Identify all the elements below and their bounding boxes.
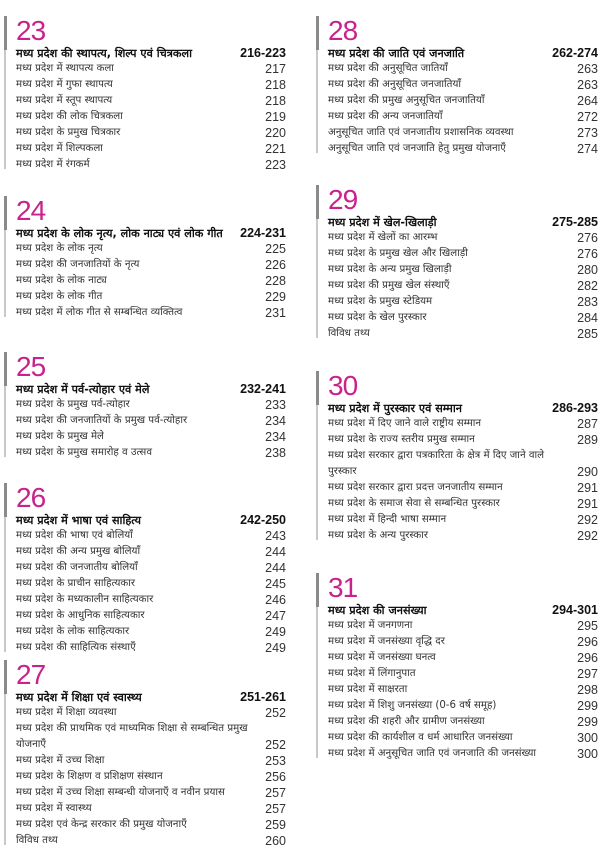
chapter-number: 27 — [16, 659, 46, 690]
toc-entry-title: मध्य प्रदेश में शिक्षा व्यवस्था — [16, 707, 117, 718]
toc-entry-title: विविध तथ्य — [16, 835, 58, 846]
chapter-number: 28 — [328, 15, 358, 46]
chapter-heading[interactable] — [16, 513, 286, 528]
chapter-page-range: 251-261 — [240, 690, 286, 704]
toc-entry[interactable] — [328, 77, 598, 93]
toc-entry[interactable] — [16, 576, 286, 592]
toc-entry[interactable] — [16, 109, 286, 125]
toc-entry-page: 287 — [577, 417, 598, 431]
chapter-number: 24 — [16, 195, 46, 226]
toc-entry-title: मध्य प्रदेश में जनगणना — [328, 620, 413, 631]
toc-entry-title: मध्य प्रदेश के प्रमुख समारोह व उत्सव — [16, 447, 152, 458]
toc-entry-page: 238 — [265, 446, 286, 460]
chapter-page-range: 224-231 — [240, 226, 286, 240]
section-divider-bar — [4, 196, 6, 317]
toc-entry-title: मध्य प्रदेश में लोक गीत से सम्बन्धित व्यक्तित्व — [16, 307, 183, 318]
toc-entry-page: 220 — [265, 126, 286, 140]
toc-entry-page: 264 — [577, 94, 598, 108]
toc-entry-page: 221 — [265, 142, 286, 156]
toc-entry[interactable] — [16, 721, 286, 753]
toc-entry-title: मध्य प्रदेश में दिए जाने वाले राष्ट्रीय सम्मान — [328, 418, 482, 429]
toc-entry[interactable] — [328, 432, 598, 448]
toc-entry[interactable] — [16, 817, 286, 833]
toc-entry-title: मध्य प्रदेश के लोक नाट्य — [16, 275, 107, 286]
toc-entry-page: 218 — [265, 94, 286, 108]
toc-entry-title: अनुसूचित जाति एवं जनजाति हेतु प्रमुख योजनाएँ — [328, 143, 506, 154]
toc-entry-page: 257 — [265, 802, 286, 816]
toc-entry-title: मध्य प्रदेश के समाज सेवा से सम्बन्धित पुरस्कार — [328, 498, 500, 509]
toc-entry[interactable] — [16, 157, 286, 173]
toc-entry[interactable] — [328, 496, 598, 512]
toc-entry-page: 249 — [265, 641, 286, 655]
toc-entry[interactable] — [16, 560, 286, 576]
toc-entry-title: मध्य प्रदेश के प्रमुख स्टेडियम — [328, 296, 433, 307]
toc-entry-title: मध्य प्रदेश के प्रमुख पर्व-त्योहार — [16, 399, 130, 410]
toc-entry-page: 256 — [265, 770, 286, 784]
chapter-heading[interactable] — [328, 215, 598, 230]
toc-entry-title: मध्य प्रदेश की प्रमुख अनुसूचित जनजातियाँ — [328, 95, 485, 106]
chapter-title: मध्य प्रदेश की जाति एवं जनजाति — [328, 47, 465, 60]
toc-entry-title: मध्य प्रदेश के शिक्षण व प्रशिक्षण संस्थान — [16, 771, 163, 782]
toc-entry-page: 283 — [577, 295, 598, 309]
toc-entry-title: मध्य प्रदेश में स्वास्थ्य — [16, 803, 92, 814]
toc-entry[interactable] — [328, 730, 598, 746]
chapter-heading[interactable] — [16, 226, 286, 241]
toc-entry-title: मध्य प्रदेश सरकार द्वारा प्रदत्त जनजातीय सम्मान — [328, 482, 503, 493]
toc-entry[interactable] — [16, 445, 286, 461]
section-divider-bar — [316, 185, 318, 338]
chapter-page-range: 286-293 — [552, 401, 598, 415]
toc-entry[interactable] — [16, 592, 286, 608]
toc-entry-title: मध्य प्रदेश के लोक गीत — [16, 291, 103, 302]
toc-entry-title: मध्य प्रदेश में उच्च शिक्षा — [16, 755, 105, 766]
toc-entry-title: मध्य प्रदेश के लोक साहित्यकार — [16, 626, 130, 637]
chapter-heading[interactable] — [16, 46, 286, 61]
chapter-title: मध्य प्रदेश की जनसंख्या — [328, 604, 427, 617]
toc-entry-page: 229 — [265, 290, 286, 304]
toc-entry-page: 245 — [265, 577, 286, 591]
toc-entry[interactable] — [16, 241, 286, 257]
toc-entry-page: 225 — [265, 242, 286, 256]
chapter-number: 29 — [328, 184, 358, 215]
chapter-title: मध्य प्रदेश के लोक नृत्य, लोक नाट्य एवं लोक गीत — [16, 227, 223, 240]
toc-section-24 — [4, 196, 290, 321]
toc-entry-title: मध्य प्रदेश में स्थापत्य कला — [16, 63, 114, 74]
chapter-page-range: 275-285 — [552, 215, 598, 229]
toc-entry-page: 296 — [577, 635, 598, 649]
toc-entry-page: 276 — [577, 231, 598, 245]
toc-entry-title: मध्य प्रदेश में लिंगानुपात — [328, 668, 416, 679]
toc-entry[interactable] — [328, 326, 598, 342]
toc-entry-title: मध्य प्रदेश में उच्च शिक्षा सम्बन्धी योजनाएँ व नवीन प्रयास — [16, 787, 225, 798]
toc-entry-page: 276 — [577, 247, 598, 261]
toc-entry[interactable] — [16, 624, 286, 640]
toc-entry-title: मध्य प्रदेश में शिशु जनसंख्या (0-6 वर्ष समूह) — [328, 700, 497, 711]
toc-entry[interactable] — [16, 257, 286, 273]
toc-section-27 — [4, 660, 290, 849]
toc-entry-title: मध्य प्रदेश में स्तूप स्थापत्य — [16, 95, 113, 106]
toc-entry[interactable] — [16, 125, 286, 141]
toc-entry-page: 226 — [265, 258, 286, 272]
toc-entry-page: 260 — [265, 834, 286, 848]
toc-entry[interactable] — [328, 682, 598, 698]
chapter-heading[interactable] — [328, 603, 598, 618]
toc-entry-page: 247 — [265, 609, 286, 623]
toc-entry-title: मध्य प्रदेश की शहरी और ग्रामीण जनसंख्या — [328, 716, 485, 727]
toc-entry-title: मध्य प्रदेश की प्रमुख खेल संस्थाएँ — [328, 280, 450, 291]
chapter-heading[interactable] — [328, 46, 598, 61]
toc-entry-title: मध्य प्रदेश में अनुसूचित जाति एवं जनजाति की जनसंख्या — [328, 748, 537, 759]
toc-section-28 — [316, 16, 600, 157]
toc-entry-page: 272 — [577, 110, 598, 124]
toc-entry-title: विविध तथ्य — [328, 328, 370, 339]
toc-entry-page: 291 — [577, 497, 598, 511]
toc-entry-title: मध्य प्रदेश की अनुसूचित जनजातियाँ — [328, 79, 462, 90]
toc-entry-page: 233 — [265, 398, 286, 412]
toc-entry[interactable] — [16, 544, 286, 560]
toc-entry-page: 231 — [265, 306, 286, 320]
toc-entry-title: मध्य प्रदेश के लोक नृत्य — [16, 243, 103, 254]
section-divider-bar — [316, 16, 318, 153]
toc-entry[interactable] — [328, 448, 598, 480]
toc-entry-page: 253 — [265, 754, 286, 768]
chapter-heading[interactable] — [16, 382, 286, 397]
toc-entry-title: मध्य प्रदेश के आधुनिक साहित्यकार — [16, 610, 145, 621]
toc-entry-title: मध्य प्रदेश के प्रमुख मेले — [16, 431, 104, 442]
toc-entry-page: 290 — [577, 465, 598, 479]
chapter-title: मध्य प्रदेश में पुरस्कार एवं सम्मान — [328, 402, 462, 415]
toc-entry-title: मध्य प्रदेश के प्रमुख चित्रकार — [16, 127, 121, 138]
toc-entry[interactable] — [16, 753, 286, 769]
toc-entry[interactable] — [328, 109, 598, 125]
chapter-page-range: 232-241 — [240, 382, 286, 396]
toc-entry-title: मध्य प्रदेश की लोक चित्रकला — [16, 111, 123, 122]
toc-entry-title: मध्य प्रदेश की अन्य जनजातियाँ — [328, 111, 443, 122]
toc-entry-page: 282 — [577, 279, 598, 293]
toc-entry-page: 274 — [577, 142, 598, 156]
chapter-title: मध्य प्रदेश की स्थापत्य, शिल्प एवं चित्रकला — [16, 47, 192, 60]
toc-entry-page: 300 — [577, 747, 598, 761]
toc-entry-page: 280 — [577, 263, 598, 277]
toc-entry[interactable] — [328, 93, 598, 109]
toc-entry[interactable] — [328, 714, 598, 730]
toc-entry-page: 223 — [265, 158, 286, 172]
toc-entry-page: 299 — [577, 715, 598, 729]
toc-entry[interactable] — [16, 429, 286, 445]
toc-entry-page: 234 — [265, 430, 286, 444]
toc-entry[interactable] — [16, 273, 286, 289]
toc-entry-title: मध्य प्रदेश एवं केन्द्र सरकार की प्रमुख योजनाएँ — [16, 819, 187, 830]
toc-entry-page: 296 — [577, 651, 598, 665]
toc-entry[interactable] — [328, 61, 598, 77]
chapter-number: 31 — [328, 572, 358, 603]
toc-entry[interactable] — [328, 141, 598, 157]
toc-entry-title: मध्य प्रदेश की भाषा एवं बोलियाँ — [16, 530, 133, 541]
chapter-title: मध्य प्रदेश में शिक्षा एवं स्वास्थ्य — [16, 691, 142, 704]
toc-entry-page: 285 — [577, 327, 598, 341]
toc-entry-title: मध्य प्रदेश में गुफा स्थापत्य — [16, 79, 113, 90]
toc-entry[interactable] — [16, 640, 286, 656]
toc-entry-page: 263 — [577, 78, 598, 92]
chapter-page-range: 216-223 — [240, 46, 286, 60]
toc-entry-page: 259 — [265, 818, 286, 832]
chapter-page-range: 242-250 — [240, 513, 286, 527]
toc-entry-page: 295 — [577, 619, 598, 633]
toc-entry-page: 219 — [265, 110, 286, 124]
toc-entry[interactable] — [328, 246, 598, 262]
toc-entry[interactable] — [328, 416, 598, 432]
toc-entry-page: 292 — [577, 529, 598, 543]
toc-entry-page: 252 — [265, 738, 286, 752]
toc-entry[interactable] — [328, 634, 598, 650]
toc-entry-title: मध्य प्रदेश की जनजातियों के प्रमुख पर्व-त्योहार — [16, 415, 188, 426]
toc-section-31 — [316, 573, 600, 762]
toc-entry-title: मध्य प्रदेश में हिन्दी भाषा सम्मान — [328, 514, 447, 525]
toc-entry-title: मध्य प्रदेश में जनसंख्या वृद्धि दर — [328, 636, 445, 647]
toc-entry-title: मध्य प्रदेश की जनजातीय बोलियाँ — [16, 562, 138, 573]
toc-entry-title: मध्य प्रदेश की जनजातियों के नृत्य — [16, 259, 140, 270]
toc-entry[interactable] — [16, 141, 286, 157]
toc-entry-title: मध्य प्रदेश के अन्य प्रमुख खिलाड़ी — [328, 264, 452, 275]
toc-entry-title: मध्य प्रदेश के खेल पुरस्कार — [328, 312, 427, 323]
toc-entry-page: 217 — [265, 62, 286, 76]
chapter-title: मध्य प्रदेश में पर्व-त्योहार एवं मेले — [16, 383, 150, 396]
toc-entry[interactable] — [16, 705, 286, 721]
toc-entry-page: 289 — [577, 433, 598, 447]
toc-entry-title: मध्य प्रदेश की साहित्यिक संस्थाएँ — [16, 642, 136, 653]
toc-entry[interactable] — [16, 608, 286, 624]
section-divider-bar — [4, 483, 6, 652]
toc-entry[interactable] — [328, 618, 598, 634]
toc-entry-title: मध्य प्रदेश में साक्षरता — [328, 684, 408, 695]
toc-entry[interactable] — [16, 769, 286, 785]
toc-entry[interactable] — [16, 93, 286, 109]
toc-section-29 — [316, 185, 600, 342]
toc-entry-page: 244 — [265, 545, 286, 559]
toc-entry[interactable] — [328, 294, 598, 310]
toc-entry-title: अनुसूचित जाति एवं जनजातीय प्रशासनिक व्यवस्था — [328, 127, 514, 138]
toc-entry[interactable] — [328, 262, 598, 278]
toc-entry-page: 218 — [265, 78, 286, 92]
toc-entry[interactable] — [328, 310, 598, 326]
chapter-title: मध्य प्रदेश में भाषा एवं साहित्य — [16, 514, 142, 527]
chapter-page-range: 262-274 — [552, 46, 598, 60]
chapter-number: 30 — [328, 370, 358, 401]
toc-entry-page: 246 — [265, 593, 286, 607]
toc-entry-title: मध्य प्रदेश में शिल्पकला — [16, 143, 103, 154]
toc-section-25 — [4, 352, 290, 461]
toc-entry-title: मध्य प्रदेश की कार्यशील व धर्म आधारित जनसंख्या — [328, 732, 513, 743]
toc-entry-page: 291 — [577, 481, 598, 495]
toc-entry[interactable] — [16, 61, 286, 77]
toc-entry-page: 299 — [577, 699, 598, 713]
toc-entry[interactable] — [16, 289, 286, 305]
section-divider-bar — [4, 660, 6, 845]
toc-entry[interactable] — [328, 698, 598, 714]
chapter-page-range: 294-301 — [552, 603, 598, 617]
toc-entry[interactable] — [328, 746, 598, 762]
toc-entry[interactable] — [328, 480, 598, 496]
toc-section-30 — [316, 371, 600, 544]
toc-entry-page: 257 — [265, 786, 286, 800]
toc-entry-page: 263 — [577, 62, 598, 76]
section-divider-bar — [4, 16, 6, 169]
toc-entry-title: मध्य प्रदेश के राज्य स्तरीय प्रमुख सम्मान — [328, 434, 475, 445]
toc-entry-title: मध्य प्रदेश की अन्य प्रमुख बोलियाँ — [16, 546, 141, 557]
toc-entry-page: 228 — [265, 274, 286, 288]
toc-entry[interactable] — [16, 801, 286, 817]
toc-entry-page: 284 — [577, 311, 598, 325]
toc-entry-page: 300 — [577, 731, 598, 745]
chapter-heading[interactable] — [328, 401, 598, 416]
toc-entry[interactable] — [328, 528, 598, 544]
toc-entry[interactable] — [328, 650, 598, 666]
section-divider-bar — [316, 573, 318, 758]
toc-entry[interactable] — [328, 230, 598, 246]
toc-entry-title: मध्य प्रदेश के प्रमुख खेल और खिलाड़ी — [328, 248, 468, 259]
chapter-title: मध्य प्रदेश में खेल-खिलाड़ी — [328, 216, 437, 229]
toc-entry-page: 298 — [577, 683, 598, 697]
toc-entry[interactable] — [16, 528, 286, 544]
toc-entry-page: 292 — [577, 513, 598, 527]
toc-entry[interactable] — [16, 785, 286, 801]
toc-entry-title: मध्य प्रदेश सरकार द्वारा पत्रकारिता के क्षेत्र में दिए जाने वाले पुरस्कार — [328, 450, 545, 477]
toc-entry[interactable] — [16, 397, 286, 413]
toc-entry-page: 234 — [265, 414, 286, 428]
toc-entry[interactable] — [328, 125, 598, 141]
toc-entry[interactable] — [16, 833, 286, 849]
toc-entry-page: 297 — [577, 667, 598, 681]
toc-entry-title: मध्य प्रदेश के अन्य पुरस्कार — [328, 530, 428, 541]
section-divider-bar — [316, 371, 318, 540]
toc-entry[interactable] — [16, 413, 286, 429]
toc-entry[interactable] — [328, 666, 598, 682]
toc-section-26 — [4, 483, 290, 656]
toc-entry[interactable] — [328, 278, 598, 294]
chapter-number: 23 — [16, 15, 46, 46]
toc-entry-title: मध्य प्रदेश में खेलों का आरम्भ — [328, 232, 438, 243]
toc-entry-title: मध्य प्रदेश में रंगकर्म — [16, 159, 90, 170]
toc-section-23 — [4, 16, 290, 173]
toc-entry-page: 252 — [265, 706, 286, 720]
toc-entry-page: 273 — [577, 126, 598, 140]
toc-entry-page: 244 — [265, 561, 286, 575]
section-divider-bar — [4, 352, 6, 457]
toc-entry[interactable] — [16, 77, 286, 93]
toc-entry-title: मध्य प्रदेश की अनुसूचित जातियाँ — [328, 63, 448, 74]
toc-entry-title: मध्य प्रदेश में जनसंख्या घनत्व — [328, 652, 436, 663]
toc-entry-page: 249 — [265, 625, 286, 639]
toc-entry-title: मध्य प्रदेश के मध्यकालीन साहित्यकार — [16, 594, 154, 605]
chapter-number: 25 — [16, 351, 46, 382]
toc-entry-title: मध्य प्रदेश के प्राचीन साहित्यकार — [16, 578, 136, 589]
toc-entry[interactable] — [16, 305, 286, 321]
chapter-number: 26 — [16, 482, 46, 513]
toc-entry-page: 243 — [265, 529, 286, 543]
toc-entry[interactable] — [328, 512, 598, 528]
toc-entry-title: मध्य प्रदेश की प्राथमिक एवं माध्यमिक शिक्षा से सम्बन्धित प्रमुख योजनाएँ — [16, 723, 248, 750]
chapter-heading[interactable] — [16, 690, 286, 705]
